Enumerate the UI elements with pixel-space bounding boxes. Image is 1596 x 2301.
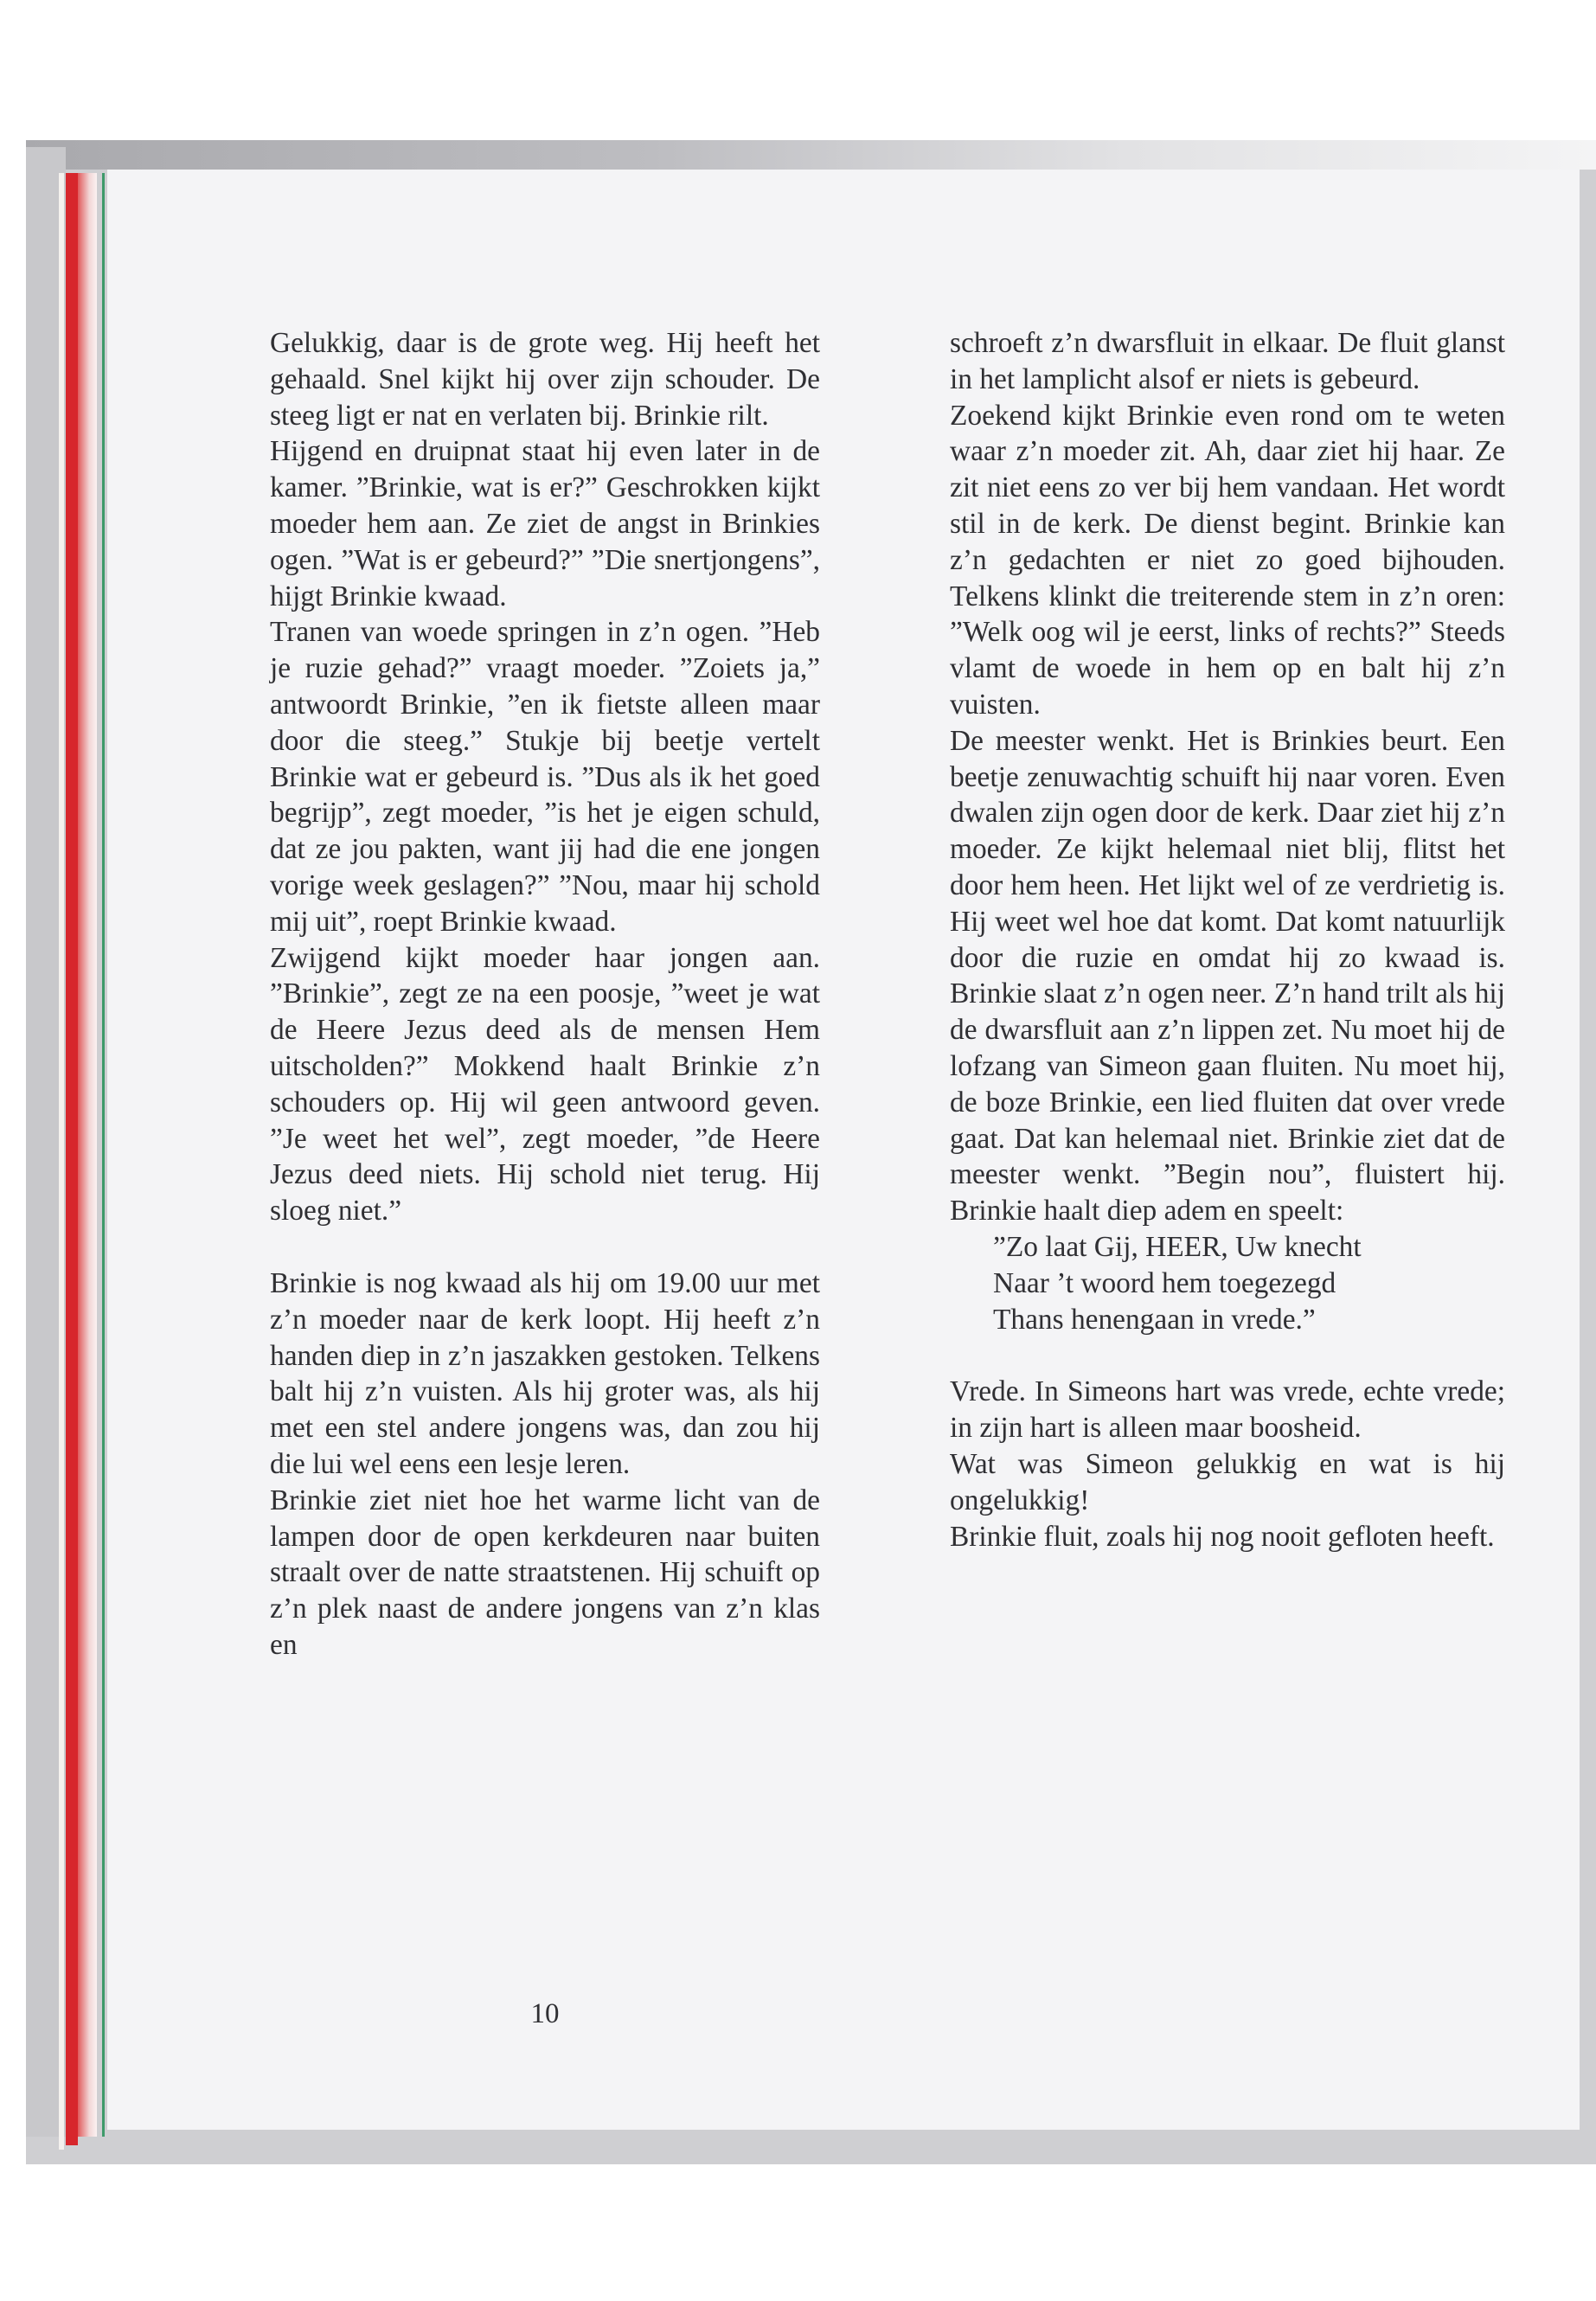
left-text-column [270, 325, 820, 1663]
verse-line: Naar ’t woord hem toegezegd [993, 1266, 1336, 1299]
paragraph: Zoekend kijkt Brinkie even rond om te weten waar z’n moeder zit. Ah, daar ziet hij haar. Ze zit niet eens zo ver bij hem vandaan. Het wordt stil in de kerk. De dienst begint. Brinkie kan z’n gedachten er niet zo goed bijhouden. Telkens klinkt die treiterende stem in z’n oren: ”Welk oog wil je eerst, links of rechts?” Steeds vlamt de woede in hem op en balt hij z’n vuisten. [950, 399, 1505, 721]
paragraph: Hijgend en druipnat staat hij even later in de kamer. ”Brinkie, wat is er?” Geschrokken kijkt moeder hem aan. Ze ziet de angst in Brinkies ogen. ”Wat is er gebeurd?” ”Die snertjongens”, hijgt Brinkie kwaad. [270, 435, 820, 612]
paragraph: Brinkie fluit, zoals hij nog nooit gefloten heeft. [950, 1520, 1495, 1553]
paragraph: Zwijgend kijkt moeder haar jongen aan. ”Brinkie”, zegt ze na een poosje, ”weet je wat de Heere Jezus deed als de mensen Hem uitscholden?” Mokkend haalt Brinkie z’n schouders op. Hij wil geen antwoord geven. ”Je weet het wel”, zegt moeder, ”de Heere Jezus deed niets. Hij schold niet terug. Hij sloeg niet.” [270, 941, 820, 1227]
verse-line: Thans henengaan in vrede.” [993, 1303, 1316, 1336]
page-edge-red [66, 173, 78, 2145]
paragraph: Gelukkig, daar is de grote weg. Hij heeft het gehaald. Snel kijkt hij over zijn schouder. De steeg ligt er nat en verlaten bij. Brinkie rilt. [270, 327, 820, 432]
cover-top-edge [26, 140, 1596, 170]
paragraph: De meester wenkt. Het is Brinkies beurt. Een beetje zenuwachtig schuift hij naar voren. Even dwalen zijn ogen door de kerk. Daar ziet hij z’n moeder. Ze kijkt helemaal niet blij, flitst het door hem heen. Het lijkt wel of ze verdrietig is. Hij weet wel hoe dat komt. Dat komt natuurlijk door die ruzie en omdat hij zo kwaad is. Brinkie slaat z’n ogen neer. Z’n hand trilt als hij de dwarsfluit aan z’n lippen zet. Nu moet hij de lofzang van Simeon gaan fluiten. Nu moet hij, de boze Brinkie, een lied fluiten dat over vrede gaat. Dat kan helemaal niet. Brinkie ziet dat de meester wenkt. ”Begin nou”, fluistert hij. Brinkie haalt diep adem en speelt: [950, 724, 1505, 1227]
paragraph: Brinkie ziet niet hoe het warme licht van de lampen door de open kerkdeuren naar buiten straalt over de natte straatstenen. Hij schuift op z’n plek naast de andere jongens van z’n klas en [270, 1484, 820, 1661]
page-edge-pink [78, 173, 97, 2137]
page-edge-green [102, 173, 105, 2137]
verse-line: ”Zo laat Gij, HEER, Uw knecht [993, 1230, 1362, 1263]
right-text-column [950, 325, 1505, 1554]
page-edge-white [59, 173, 64, 2150]
page-number: 10 [530, 1998, 560, 2029]
song-verse [950, 1229, 1505, 1337]
paragraph: schroeft z’n dwarsfluit in elkaar. De fluit glanst in het lamplicht alsof er niets is gebeurd. [950, 327, 1505, 395]
paragraph: Tranen van woede springen in z’n ogen. ”Heb je ruzie gehad?” vraagt moeder. ”Zoiets ja,” antwoordt Brinkie, ”en ik fietste alleen maar door die steeg.” Stukje bij beetje vertelt Brinkie wat er gebeurd is. ”Dus als ik het goed begrijp”, zegt moeder, ”is het je eigen schuld, dat ze jou pakten, want jij had die ene jongen vorige week geslagen?” ”Nou, maar hij schold mij uit”, roept Brinkie kwaad. [270, 616, 820, 938]
paragraph: Brinkie is nog kwaad als hij om 19.00 uur met z’n moeder naar de kerk loopt. Hij heeft z’n handen diep in z’n jaszakken gestoken. Telkens balt hij z’n vuisten. Als hij groter was, als hij met een stel andere jongens was, dan zou hij die lui wel eens een lesje leren. [270, 1266, 820, 1480]
paragraph: Wat was Simeon gelukkig en wat is hij ongelukkig! [950, 1447, 1505, 1516]
paragraph: Vrede. In Simeons hart was vrede, echte vrede; in zijn hart is alleen maar boosheid. [950, 1375, 1505, 1445]
